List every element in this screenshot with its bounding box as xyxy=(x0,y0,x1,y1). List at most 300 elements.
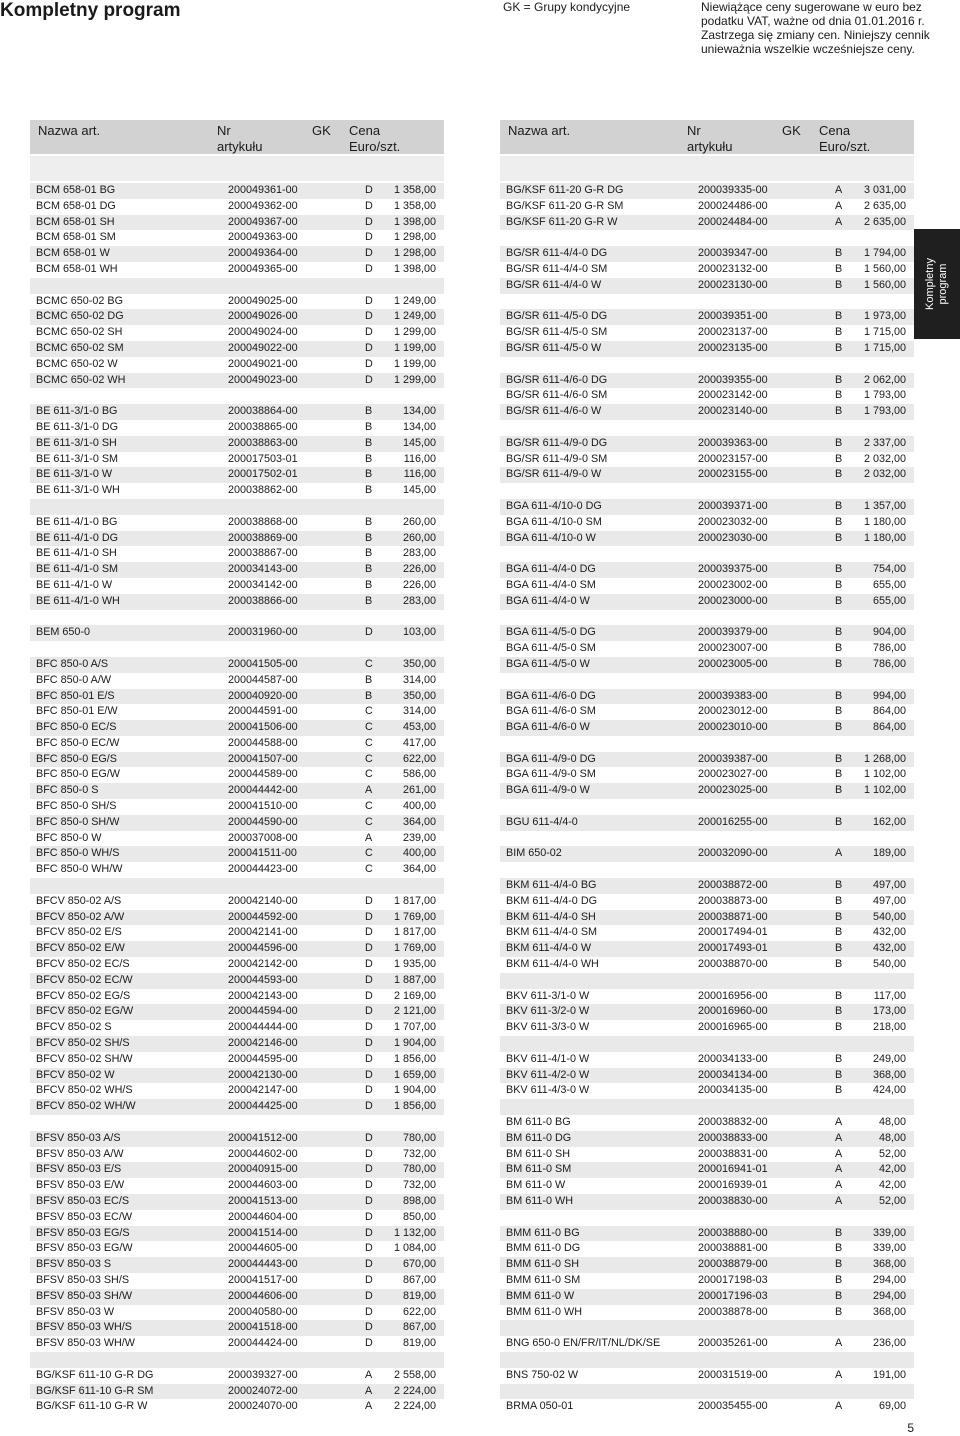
condition-group: D xyxy=(365,1226,373,1239)
condition-group: B xyxy=(835,657,843,670)
table-row xyxy=(30,752,444,768)
price: 261,00 xyxy=(402,784,436,797)
price: 864,00 xyxy=(872,705,906,718)
price: 283,00 xyxy=(402,594,436,607)
article-name: BGA 611-4/10-0 SM xyxy=(506,515,602,528)
condition-group: B xyxy=(835,815,843,828)
table-row xyxy=(30,183,444,199)
article-number: 200016960-00 xyxy=(698,1005,768,1018)
table-row xyxy=(500,341,914,357)
table-row xyxy=(30,767,444,783)
article-number: 200039351-00 xyxy=(698,310,768,323)
price: 1 856,00 xyxy=(393,1052,436,1065)
table-row xyxy=(500,752,914,768)
article-number: 200039379-00 xyxy=(698,626,768,639)
article-name: BE 611-3/1-0 SM xyxy=(36,452,119,465)
price: 314,00 xyxy=(402,705,436,718)
condition-group: D xyxy=(365,973,373,986)
article-number: 200017196-03 xyxy=(698,1289,768,1302)
article-number: 200044587-00 xyxy=(228,673,298,686)
article-name: BFSV 850-03 A/S xyxy=(36,1131,121,1144)
article-name: BNG 650-0 EN/FR/IT/NL/DK/SE xyxy=(506,1337,661,1350)
price: 655,00 xyxy=(872,578,906,591)
article-number: 200038830-00 xyxy=(698,1195,768,1207)
price: 339,00 xyxy=(872,1242,906,1255)
price: 350,00 xyxy=(402,689,436,702)
article-name: BKV 611-4/1-0 W xyxy=(506,1052,590,1065)
article-name: BM 611-0 SH xyxy=(506,1147,571,1160)
condition-group: D xyxy=(365,926,373,939)
header-gk: GK xyxy=(312,123,331,138)
price: 497,00 xyxy=(872,894,906,907)
table-row xyxy=(500,1210,914,1226)
table-row xyxy=(30,1226,444,1242)
header-spacer xyxy=(500,156,914,181)
article-name: BCMC 650-02 W xyxy=(36,357,118,370)
article-name: BFSV 850-03 EG/W xyxy=(36,1242,133,1255)
price: 622,00 xyxy=(402,752,436,765)
article-number: 200038879-00 xyxy=(698,1258,768,1271)
article-number: 200023137-00 xyxy=(698,326,768,339)
table-row xyxy=(500,594,914,610)
condition-group: B xyxy=(365,547,373,560)
article-name: BM 611-0 DG xyxy=(506,1131,572,1144)
article-name: BGA 611-4/4-0 W xyxy=(506,594,590,607)
condition-group: A xyxy=(835,1195,843,1207)
article-number: 200042141-00 xyxy=(228,926,298,939)
article-name: BFSV 850-03 S xyxy=(36,1258,112,1271)
price: 339,00 xyxy=(872,1226,906,1239)
condition-group: C xyxy=(365,800,373,813)
article-number: 200041513-00 xyxy=(228,1195,298,1207)
condition-group: A xyxy=(835,1400,843,1413)
article-name: BGA 611-4/5-0 DG xyxy=(506,626,596,639)
table-row xyxy=(500,262,914,278)
condition-group: A xyxy=(835,199,843,212)
price: 2 169,00 xyxy=(393,989,436,1002)
table-row xyxy=(30,452,444,468)
article-name: BFSV 850-03 EC/S xyxy=(36,1195,130,1207)
table-row xyxy=(30,973,444,989)
condition-group: B xyxy=(365,594,373,607)
table-body xyxy=(30,183,444,1415)
table-row xyxy=(30,1131,444,1147)
table-row xyxy=(500,878,914,894)
page-number: 5 xyxy=(907,1421,914,1435)
article-name: BE 611-4/1-0 WH xyxy=(36,594,120,607)
article-number: 200023130-00 xyxy=(698,278,768,291)
condition-group: B xyxy=(835,1226,843,1239)
price: 1 904,00 xyxy=(393,1037,436,1050)
condition-group: B xyxy=(365,405,373,418)
article-number: 200038831-00 xyxy=(698,1147,768,1160)
price: 732,00 xyxy=(402,1147,436,1160)
price: 786,00 xyxy=(872,657,906,670)
table-row xyxy=(500,1336,914,1352)
article-number: 200039383-00 xyxy=(698,689,768,702)
price: 191,00 xyxy=(872,1368,906,1381)
article-name: BG/KSF 611-10 G-R DG xyxy=(36,1368,154,1381)
condition-group: D xyxy=(365,184,373,196)
table-row xyxy=(500,1352,914,1368)
article-name: BG/SR 611-4/9-0 SM xyxy=(506,452,608,465)
article-name: BM 611-0 BG xyxy=(506,1116,571,1129)
article-number: 200023030-00 xyxy=(698,531,768,544)
article-name: BG/SR 611-4/9-0 W xyxy=(506,468,602,481)
table-row xyxy=(500,1368,914,1384)
condition-group: B xyxy=(835,942,843,955)
article-number: 200017502-01 xyxy=(228,468,298,481)
article-name: BCM 658-01 BG xyxy=(36,184,116,196)
condition-group: D xyxy=(365,199,373,212)
table-row xyxy=(30,625,444,641)
article-number: 200044424-00 xyxy=(228,1337,298,1350)
price: 226,00 xyxy=(402,563,436,576)
table-row xyxy=(500,673,914,689)
condition-group: D xyxy=(365,910,373,923)
price: 864,00 xyxy=(872,721,906,734)
table-row xyxy=(500,294,914,310)
article-name: BFCV 850-02 W xyxy=(36,1068,115,1081)
condition-group: B xyxy=(835,626,843,639)
article-number: 200023005-00 xyxy=(698,657,768,670)
table-row xyxy=(500,894,914,910)
table-row xyxy=(30,562,444,578)
article-name: BFSV 850-03 E/W xyxy=(36,1179,125,1192)
condition-group: A xyxy=(835,1147,843,1160)
article-name: BMM 611-0 WH xyxy=(506,1305,582,1318)
article-number: 200038862-00 xyxy=(228,484,298,497)
table-row xyxy=(30,1162,444,1178)
condition-group: A xyxy=(835,1116,843,1129)
table-row xyxy=(30,1257,444,1273)
article-number: 200024070-00 xyxy=(228,1400,298,1413)
price: 754,00 xyxy=(872,563,906,576)
condition-group: B xyxy=(835,578,843,591)
price: 69,00 xyxy=(878,1400,906,1413)
table-row xyxy=(30,531,444,547)
condition-group: B xyxy=(365,563,373,576)
condition-group: C xyxy=(365,657,373,670)
table-row xyxy=(30,215,444,231)
article-name: BMM 611-0 SH xyxy=(506,1258,579,1271)
price: 1 299,00 xyxy=(393,326,436,339)
header-name: Nazwa art. xyxy=(38,123,101,138)
table-row xyxy=(30,325,444,341)
article-number: 200044425-00 xyxy=(228,1100,298,1113)
article-number: 200017198-03 xyxy=(698,1273,768,1286)
condition-group: B xyxy=(835,926,843,939)
article-name: BFCV 850-02 A/S xyxy=(36,894,122,907)
article-name: BKV 611-4/2-0 W xyxy=(506,1068,590,1081)
article-number: 200042147-00 xyxy=(228,1084,298,1097)
article-number: 200044602-00 xyxy=(228,1147,298,1160)
article-number: 200044444-00 xyxy=(228,1021,298,1034)
price: 294,00 xyxy=(872,1273,906,1286)
article-number: 200042140-00 xyxy=(228,894,298,907)
condition-group: D xyxy=(365,1273,373,1286)
table-row xyxy=(500,799,914,815)
article-number: 200035455-00 xyxy=(698,1400,768,1413)
condition-group: D xyxy=(365,1147,373,1160)
table-row xyxy=(500,1083,914,1099)
condition-group: D xyxy=(365,341,373,354)
article-name: BFSV 850-03 SH/S xyxy=(36,1273,130,1286)
article-name: BFC 850-0 SH/W xyxy=(36,815,120,828)
article-number: 200038869-00 xyxy=(228,531,298,544)
price: 1 560,00 xyxy=(863,278,906,291)
article-name: BGU 611-4/4-0 xyxy=(506,815,578,828)
condition-group: C xyxy=(365,721,373,734)
article-number: 200023012-00 xyxy=(698,705,768,718)
condition-group: B xyxy=(365,484,373,497)
table-row xyxy=(30,199,444,215)
article-name: BKV 611-3/1-0 W xyxy=(506,989,590,1002)
article-name: BG/SR 611-4/6-0 SM xyxy=(506,389,608,402)
price: 226,00 xyxy=(402,578,436,591)
table-row xyxy=(500,973,914,989)
table-row xyxy=(500,957,914,973)
table-row xyxy=(500,1194,914,1210)
condition-group: D xyxy=(365,1068,373,1081)
article-number: 200040915-00 xyxy=(228,1163,298,1176)
article-name: BFSV 850-03 WH/S xyxy=(36,1321,133,1334)
article-name: BE 611-4/1-0 BG xyxy=(36,515,118,528)
condition-group: D xyxy=(365,1163,373,1176)
table-row xyxy=(30,689,444,705)
article-name: BFC 850-0 EG/W xyxy=(36,768,120,781)
price: 786,00 xyxy=(872,642,906,655)
article-number: 200016956-00 xyxy=(698,989,768,1002)
price: 368,00 xyxy=(872,1305,906,1318)
condition-group: B xyxy=(835,768,843,781)
article-name: BG/SR 611-4/9-0 DG xyxy=(506,436,608,449)
table-row xyxy=(500,1320,914,1336)
article-name: BFCV 850-02 E/S xyxy=(36,926,122,939)
article-number: 200044595-00 xyxy=(228,1052,298,1065)
condition-group: B xyxy=(835,1052,843,1065)
condition-group: B xyxy=(835,310,843,323)
article-number: 200038867-00 xyxy=(228,547,298,560)
article-name: BGA 611-4/6-0 W xyxy=(506,721,590,734)
article-number: 200041514-00 xyxy=(228,1226,298,1239)
article-number: 200049365-00 xyxy=(228,262,298,275)
article-name: BGA 611-4/5-0 W xyxy=(506,657,590,670)
price: 1 358,00 xyxy=(393,199,436,212)
price: 2 032,00 xyxy=(863,468,906,481)
article-name: BCMC 650-02 WH xyxy=(36,373,126,386)
price: 1 398,00 xyxy=(393,215,436,228)
article-number: 200039347-00 xyxy=(698,247,768,260)
price: 1 793,00 xyxy=(863,389,906,402)
article-name: BCMC 650-02 DG xyxy=(36,310,124,323)
article-number: 200039363-00 xyxy=(698,436,768,449)
table-row xyxy=(30,957,444,973)
article-name: BE 611-4/1-0 SH xyxy=(36,547,117,560)
article-number: 200023002-00 xyxy=(698,578,768,591)
price: 145,00 xyxy=(402,436,436,449)
price: 145,00 xyxy=(402,484,436,497)
table-row xyxy=(500,1289,914,1305)
price: 1 793,00 xyxy=(863,405,906,418)
price: 1 707,00 xyxy=(393,1021,436,1034)
price: 1 794,00 xyxy=(863,247,906,260)
article-number: 200017503-01 xyxy=(228,452,298,465)
table-row xyxy=(500,499,914,515)
article-name: BGA 611-4/6-0 SM xyxy=(506,705,596,718)
condition-group: D xyxy=(365,1021,373,1034)
article-name: BKM 611-4/4-0 DG xyxy=(506,894,598,907)
article-number: 200044604-00 xyxy=(228,1210,298,1223)
article-name: BFC 850-0 S xyxy=(36,784,99,797)
table-row xyxy=(500,689,914,705)
condition-group: B xyxy=(835,910,843,923)
table-row xyxy=(30,341,444,357)
table-row xyxy=(500,515,914,531)
article-name: BGA 611-4/10-0 W xyxy=(506,531,596,544)
table-row xyxy=(30,373,444,389)
condition-group: D xyxy=(365,373,373,386)
price: 904,00 xyxy=(872,626,906,639)
condition-group: B xyxy=(835,405,843,418)
condition-group: B xyxy=(835,1021,843,1034)
condition-group: B xyxy=(835,1289,843,1302)
table-row xyxy=(500,1147,914,1163)
condition-group: D xyxy=(365,1258,373,1271)
article-name: BFCV 850-02 EC/W xyxy=(36,973,133,986)
table-row xyxy=(30,1320,444,1336)
price: 1 102,00 xyxy=(863,768,906,781)
table-row xyxy=(500,862,914,878)
table-row xyxy=(500,309,914,325)
table-row xyxy=(500,736,914,752)
price: 3 031,00 xyxy=(863,184,906,196)
article-number: 200038872-00 xyxy=(698,879,768,892)
table-row xyxy=(30,1289,444,1305)
article-name: BNS 750-02 W xyxy=(506,1368,579,1381)
condition-group: B xyxy=(365,420,373,433)
article-number: 200041512-00 xyxy=(228,1131,298,1144)
price: 1 298,00 xyxy=(393,247,436,260)
price: 1 084,00 xyxy=(393,1242,436,1255)
price: 314,00 xyxy=(402,673,436,686)
condition-group: A xyxy=(365,1400,373,1413)
table-row xyxy=(30,846,444,862)
price: 540,00 xyxy=(872,958,906,971)
article-name: BKM 611-4/4-0 W xyxy=(506,942,592,955)
article-name: BFSV 850-03 W xyxy=(36,1305,115,1318)
article-name: BFSV 850-03 EC/W xyxy=(36,1210,133,1223)
article-name: BG/SR 611-4/6-0 W xyxy=(506,405,602,418)
table-row xyxy=(500,373,914,389)
table-row xyxy=(500,420,914,436)
condition-group: D xyxy=(365,262,373,275)
condition-group: C xyxy=(365,847,373,860)
price: 283,00 xyxy=(402,547,436,560)
table-row xyxy=(500,1020,914,1036)
condition-group: B xyxy=(365,673,373,686)
condition-group: C xyxy=(365,705,373,718)
right-price-table xyxy=(500,120,914,1415)
condition-group: B xyxy=(835,642,843,655)
price: 1 715,00 xyxy=(863,341,906,354)
article-name: BFCV 850-02 S xyxy=(36,1021,112,1034)
article-name: BFSV 850-03 WH/W xyxy=(36,1337,135,1350)
table-row xyxy=(30,878,444,894)
condition-group: D xyxy=(365,310,373,323)
article-name: BE 611-4/1-0 W xyxy=(36,578,113,591)
article-number: 200037008-00 xyxy=(228,831,298,844)
article-number: 200049025-00 xyxy=(228,294,298,307)
table-row xyxy=(30,1178,444,1194)
condition-group: B xyxy=(835,989,843,1002)
price: 1 973,00 xyxy=(863,310,906,323)
price: 260,00 xyxy=(402,515,436,528)
table-row xyxy=(30,499,444,515)
article-number: 200038863-00 xyxy=(228,436,298,449)
article-number: 200023135-00 xyxy=(698,341,768,354)
condition-group: B xyxy=(835,1068,843,1081)
article-name: BFSV 850-03 E/S xyxy=(36,1163,122,1176)
table-row xyxy=(30,989,444,1005)
price: 2 635,00 xyxy=(863,199,906,212)
price: 2 121,00 xyxy=(393,1005,436,1018)
condition-group: D xyxy=(365,231,373,244)
table-row xyxy=(500,1241,914,1257)
table-row xyxy=(500,436,914,452)
article-name: BFC 850-01 E/W xyxy=(36,705,118,718)
article-number: 200024072-00 xyxy=(228,1384,298,1397)
article-name: BCMC 650-02 SM xyxy=(36,341,124,354)
table-row xyxy=(30,941,444,957)
article-number: 200040580-00 xyxy=(228,1305,298,1318)
article-number: 200049367-00 xyxy=(228,215,298,228)
article-name: BE 611-4/1-0 SM xyxy=(36,563,119,576)
table-row xyxy=(30,1399,444,1415)
table-row xyxy=(500,578,914,594)
article-number: 200034143-00 xyxy=(228,563,298,576)
table-row xyxy=(30,610,444,626)
article-name: BFCV 850-02 A/W xyxy=(36,910,125,923)
article-number: 200031519-00 xyxy=(698,1368,768,1381)
condition-group: A xyxy=(835,1179,843,1192)
article-name: BFC 850-0 WH/W xyxy=(36,863,123,876)
table-row xyxy=(30,862,444,878)
condition-group: B xyxy=(835,262,843,275)
price: 1 180,00 xyxy=(863,515,906,528)
condition-group: B xyxy=(365,436,373,449)
price: 260,00 xyxy=(402,531,436,544)
table-row xyxy=(500,483,914,499)
article-number: 200042146-00 xyxy=(228,1037,298,1050)
article-name: BFC 850-0 EC/W xyxy=(36,736,120,749)
article-name: BCM 658-01 DG xyxy=(36,199,116,212)
article-number: 200044589-00 xyxy=(228,768,298,781)
table-row xyxy=(500,230,914,246)
price: 1 358,00 xyxy=(393,184,436,196)
article-number: 200044423-00 xyxy=(228,863,298,876)
header-price: Cena Euro/szt. xyxy=(819,123,871,154)
article-number: 200038881-00 xyxy=(698,1242,768,1255)
table-row xyxy=(30,1068,444,1084)
price: 1 299,00 xyxy=(393,373,436,386)
article-name: BFC 850-0 EG/S xyxy=(36,752,118,765)
header-article-number: Nr artykułu xyxy=(687,123,733,154)
article-number: 200034134-00 xyxy=(698,1068,768,1081)
article-number: 200041506-00 xyxy=(228,721,298,734)
table-row xyxy=(500,1226,914,1242)
condition-group: B xyxy=(835,326,843,339)
